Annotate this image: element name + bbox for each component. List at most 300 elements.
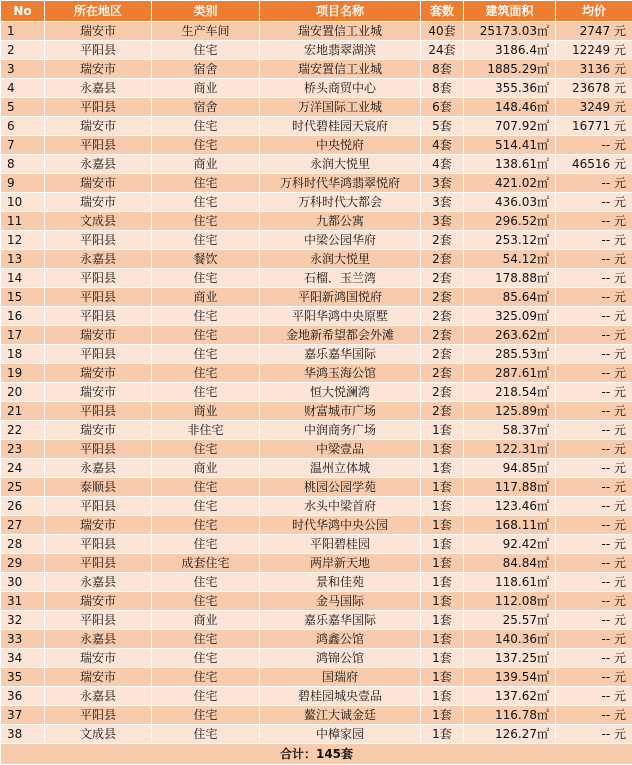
cell-units: 2套 <box>421 288 464 307</box>
cell-project: 万科时代华鸿翡翠悦府 <box>260 174 421 193</box>
cell-project: 金马国际 <box>260 592 421 611</box>
table-row <box>1 41 632 60</box>
cell-no: 6 <box>1 117 45 136</box>
cell-project: 中央悦府 <box>260 136 421 155</box>
cell-area: 126.27㎡ <box>464 725 556 744</box>
cell-project: 嘉乐嘉华国际 <box>260 345 421 364</box>
cell-no: 32 <box>1 611 45 630</box>
cell-project: 景和佳苑 <box>260 573 421 592</box>
table-row <box>1 60 632 79</box>
cell-units: 1套 <box>421 592 464 611</box>
cell-no: 10 <box>1 193 45 212</box>
table-row <box>1 307 632 326</box>
cell-region: 瑞安市 <box>45 649 152 668</box>
cell-no: 27 <box>1 516 45 535</box>
cell-region: 瑞安市 <box>45 421 152 440</box>
cell-area: 707.92㎡ <box>464 117 556 136</box>
cell-category: 商业 <box>152 155 260 174</box>
cell-price: -- 元 <box>556 326 632 345</box>
cell-no: 4 <box>1 79 45 98</box>
cell-area: 285.53㎡ <box>464 345 556 364</box>
table-row <box>1 440 632 459</box>
cell-units: 4套 <box>421 155 464 174</box>
cell-region: 永嘉县 <box>45 459 152 478</box>
cell-project: 瑞安置信工业城 <box>260 60 421 79</box>
cell-area: 421.02㎡ <box>464 174 556 193</box>
cell-area: 94.85㎡ <box>464 459 556 478</box>
cell-area: 287.61㎡ <box>464 364 556 383</box>
cell-category: 住宅 <box>152 364 260 383</box>
table-row <box>1 79 632 98</box>
cell-price: -- 元 <box>556 630 632 649</box>
cell-no: 29 <box>1 554 45 573</box>
cell-category: 住宅 <box>152 383 260 402</box>
header-project: 项目名称 <box>260 1 421 22</box>
cell-project: 两岸新天地 <box>260 554 421 573</box>
cell-region: 永嘉县 <box>45 573 152 592</box>
cell-project: 平阳新鸿国悦府 <box>260 288 421 307</box>
cell-no: 9 <box>1 174 45 193</box>
cell-category: 非住宅 <box>152 421 260 440</box>
cell-category: 住宅 <box>152 117 260 136</box>
cell-project: 石榴．玉兰湾 <box>260 269 421 288</box>
cell-category: 住宅 <box>152 535 260 554</box>
cell-units: 2套 <box>421 250 464 269</box>
table-row <box>1 535 632 554</box>
cell-project: 国瑞府 <box>260 668 421 687</box>
table-row <box>1 155 632 174</box>
cell-project: 鳌江大诚金廷 <box>260 706 421 725</box>
cell-price: -- 元 <box>556 364 632 383</box>
cell-price: -- 元 <box>556 307 632 326</box>
table-row <box>1 250 632 269</box>
cell-price: -- 元 <box>556 573 632 592</box>
cell-price: -- 元 <box>556 193 632 212</box>
cell-no: 36 <box>1 687 45 706</box>
cell-project: 嘉乐嘉华国际 <box>260 611 421 630</box>
table-row <box>1 98 632 117</box>
cell-units: 4套 <box>421 136 464 155</box>
cell-category: 住宅 <box>152 478 260 497</box>
cell-area: 84.84㎡ <box>464 554 556 573</box>
cell-area: 118.61㎡ <box>464 573 556 592</box>
cell-region: 泰顺县 <box>45 478 152 497</box>
cell-units: 1套 <box>421 459 464 478</box>
cell-units: 6套 <box>421 98 464 117</box>
cell-category: 住宅 <box>152 345 260 364</box>
cell-units: 1套 <box>421 668 464 687</box>
cell-no: 22 <box>1 421 45 440</box>
cell-region: 瑞安市 <box>45 117 152 136</box>
cell-category: 住宅 <box>152 440 260 459</box>
cell-area: 168.11㎡ <box>464 516 556 535</box>
total-row <box>1 744 632 765</box>
table-row <box>1 706 632 725</box>
cell-category: 住宅 <box>152 706 260 725</box>
cell-project: 鸿锦公馆 <box>260 649 421 668</box>
table-row <box>1 725 632 744</box>
cell-units: 40套 <box>421 22 464 41</box>
cell-area: 122.31㎡ <box>464 440 556 459</box>
cell-project: 中樟家园 <box>260 725 421 744</box>
table-row <box>1 687 632 706</box>
cell-area: 148.46㎡ <box>464 98 556 117</box>
cell-area: 85.64㎡ <box>464 288 556 307</box>
cell-category: 宿舍 <box>152 98 260 117</box>
cell-project: 永润大悦里 <box>260 155 421 174</box>
cell-no: 7 <box>1 136 45 155</box>
cell-region: 平阳县 <box>45 345 152 364</box>
cell-area: 25173.03㎡ <box>464 22 556 41</box>
cell-category: 宿舍 <box>152 60 260 79</box>
cell-project: 碧桂园城央壹品 <box>260 687 421 706</box>
table-row <box>1 630 632 649</box>
cell-no: 20 <box>1 383 45 402</box>
cell-units: 2套 <box>421 307 464 326</box>
cell-price: -- 元 <box>556 535 632 554</box>
cell-price: -- 元 <box>556 288 632 307</box>
cell-price: -- 元 <box>556 592 632 611</box>
table-row <box>1 383 632 402</box>
cell-units: 1套 <box>421 573 464 592</box>
cell-units: 8套 <box>421 79 464 98</box>
cell-project: 鸿鑫公馆 <box>260 630 421 649</box>
table-row <box>1 402 632 421</box>
cell-price: -- 元 <box>556 440 632 459</box>
cell-price: -- 元 <box>556 478 632 497</box>
cell-no: 38 <box>1 725 45 744</box>
cell-area: 54.12㎡ <box>464 250 556 269</box>
cell-no: 34 <box>1 649 45 668</box>
cell-region: 平阳县 <box>45 269 152 288</box>
cell-no: 15 <box>1 288 45 307</box>
cell-no: 26 <box>1 497 45 516</box>
cell-units: 2套 <box>421 345 464 364</box>
cell-project: 温州立体城 <box>260 459 421 478</box>
cell-category: 住宅 <box>152 193 260 212</box>
cell-region: 瑞安市 <box>45 22 152 41</box>
cell-units: 24套 <box>421 41 464 60</box>
cell-category: 住宅 <box>152 516 260 535</box>
cell-price: -- 元 <box>556 212 632 231</box>
cell-category: 住宅 <box>152 725 260 744</box>
cell-units: 8套 <box>421 60 464 79</box>
table-row <box>1 117 632 136</box>
cell-category: 商业 <box>152 402 260 421</box>
cell-region: 平阳县 <box>45 554 152 573</box>
cell-category: 住宅 <box>152 630 260 649</box>
cell-price: 2747 元 <box>556 22 632 41</box>
cell-region: 永嘉县 <box>45 79 152 98</box>
cell-area: 218.54㎡ <box>464 383 556 402</box>
cell-project: 平阳华鸿中央原墅 <box>260 307 421 326</box>
cell-no: 24 <box>1 459 45 478</box>
cell-project: 九都公寓 <box>260 212 421 231</box>
cell-no: 14 <box>1 269 45 288</box>
header-price: 均价 <box>556 1 632 22</box>
table-row <box>1 649 632 668</box>
cell-region: 平阳县 <box>45 497 152 516</box>
cell-price: -- 元 <box>556 231 632 250</box>
cell-no: 5 <box>1 98 45 117</box>
header-row <box>1 1 632 22</box>
cell-category: 住宅 <box>152 497 260 516</box>
cell-units: 3套 <box>421 193 464 212</box>
cell-category: 住宅 <box>152 326 260 345</box>
cell-area: 116.78㎡ <box>464 706 556 725</box>
cell-area: 112.08㎡ <box>464 592 556 611</box>
cell-area: 436.03㎡ <box>464 193 556 212</box>
cell-price: -- 元 <box>556 459 632 478</box>
cell-region: 瑞安市 <box>45 592 152 611</box>
cell-price: -- 元 <box>556 497 632 516</box>
cell-units: 1套 <box>421 497 464 516</box>
cell-area: 1885.29㎡ <box>464 60 556 79</box>
cell-region: 瑞安市 <box>45 326 152 345</box>
cell-project: 水头中梁首府 <box>260 497 421 516</box>
cell-area: 325.09㎡ <box>464 307 556 326</box>
cell-category: 住宅 <box>152 649 260 668</box>
cell-area: 92.42㎡ <box>464 535 556 554</box>
table-row <box>1 611 632 630</box>
cell-units: 1套 <box>421 630 464 649</box>
cell-price: -- 元 <box>556 174 632 193</box>
cell-region: 瑞安市 <box>45 516 152 535</box>
cell-region: 瑞安市 <box>45 383 152 402</box>
cell-category: 住宅 <box>152 592 260 611</box>
cell-region: 平阳县 <box>45 41 152 60</box>
cell-category: 生产车间 <box>152 22 260 41</box>
cell-no: 16 <box>1 307 45 326</box>
cell-project: 桥头商贸中心 <box>260 79 421 98</box>
cell-project: 中梁公园华府 <box>260 231 421 250</box>
cell-price: -- 元 <box>556 250 632 269</box>
cell-category: 商业 <box>152 79 260 98</box>
cell-project: 瑞安置信工业城 <box>260 22 421 41</box>
cell-category: 住宅 <box>152 231 260 250</box>
cell-price: -- 元 <box>556 611 632 630</box>
table-row <box>1 288 632 307</box>
cell-area: 355.36㎡ <box>464 79 556 98</box>
cell-price: -- 元 <box>556 421 632 440</box>
cell-region: 平阳县 <box>45 307 152 326</box>
cell-price: -- 元 <box>556 136 632 155</box>
total-cell: 合计：145套 <box>1 744 632 765</box>
cell-no: 1 <box>1 22 45 41</box>
cell-category: 住宅 <box>152 269 260 288</box>
cell-area: 253.12㎡ <box>464 231 556 250</box>
cell-units: 1套 <box>421 687 464 706</box>
cell-project: 永润大悦里 <box>260 250 421 269</box>
cell-region: 平阳县 <box>45 402 152 421</box>
cell-region: 平阳县 <box>45 706 152 725</box>
table-row <box>1 554 632 573</box>
cell-category: 住宅 <box>152 668 260 687</box>
cell-no: 31 <box>1 592 45 611</box>
cell-units: 1套 <box>421 706 464 725</box>
cell-area: 139.54㎡ <box>464 668 556 687</box>
cell-area: 263.62㎡ <box>464 326 556 345</box>
cell-price: 3136 元 <box>556 60 632 79</box>
cell-category: 成套住宅 <box>152 554 260 573</box>
cell-no: 11 <box>1 212 45 231</box>
table-row <box>1 345 632 364</box>
cell-units: 2套 <box>421 269 464 288</box>
cell-project: 桃园公园学苑 <box>260 478 421 497</box>
cell-units: 2套 <box>421 402 464 421</box>
cell-region: 平阳县 <box>45 611 152 630</box>
cell-category: 商业 <box>152 459 260 478</box>
cell-project: 金地新希望都会外滩 <box>260 326 421 345</box>
cell-units: 1套 <box>421 516 464 535</box>
cell-project: 万科时代大都会 <box>260 193 421 212</box>
cell-price: 23678 元 <box>556 79 632 98</box>
cell-units: 2套 <box>421 326 464 345</box>
cell-area: 25.57㎡ <box>464 611 556 630</box>
cell-project: 时代华鸿中央公园 <box>260 516 421 535</box>
cell-category: 商业 <box>152 611 260 630</box>
cell-units: 1套 <box>421 478 464 497</box>
cell-no: 37 <box>1 706 45 725</box>
cell-region: 文成县 <box>45 725 152 744</box>
cell-units: 1套 <box>421 725 464 744</box>
cell-no: 13 <box>1 250 45 269</box>
cell-units: 2套 <box>421 364 464 383</box>
cell-no: 35 <box>1 668 45 687</box>
cell-units: 1套 <box>421 535 464 554</box>
cell-category: 住宅 <box>152 573 260 592</box>
cell-category: 住宅 <box>152 212 260 231</box>
cell-no: 21 <box>1 402 45 421</box>
cell-project: 恒大悦澜湾 <box>260 383 421 402</box>
cell-price: 3249 元 <box>556 98 632 117</box>
table-row <box>1 326 632 345</box>
table-row <box>1 497 632 516</box>
cell-region: 平阳县 <box>45 535 152 554</box>
cell-category: 住宅 <box>152 136 260 155</box>
cell-project: 华鸿玉海公馆 <box>260 364 421 383</box>
cell-region: 瑞安市 <box>45 193 152 212</box>
cell-category: 住宅 <box>152 41 260 60</box>
cell-project: 宏地翡翠湖滨 <box>260 41 421 60</box>
table-row <box>1 364 632 383</box>
cell-region: 永嘉县 <box>45 155 152 174</box>
table-row <box>1 231 632 250</box>
cell-price: -- 元 <box>556 687 632 706</box>
cell-project: 万洋国际工业城 <box>260 98 421 117</box>
cell-units: 1套 <box>421 421 464 440</box>
cell-price: -- 元 <box>556 649 632 668</box>
table-row <box>1 516 632 535</box>
cell-no: 12 <box>1 231 45 250</box>
cell-area: 123.46㎡ <box>464 497 556 516</box>
header-area: 建筑面积 <box>464 1 556 22</box>
cell-region: 平阳县 <box>45 231 152 250</box>
cell-area: 514.41㎡ <box>464 136 556 155</box>
cell-area: 137.62㎡ <box>464 687 556 706</box>
cell-price: -- 元 <box>556 706 632 725</box>
table-row <box>1 212 632 231</box>
cell-units: 1套 <box>421 611 464 630</box>
table-row <box>1 573 632 592</box>
cell-price: -- 元 <box>556 383 632 402</box>
cell-no: 8 <box>1 155 45 174</box>
cell-units: 1套 <box>421 649 464 668</box>
cell-area: 125.89㎡ <box>464 402 556 421</box>
cell-no: 25 <box>1 478 45 497</box>
cell-price: 16771 元 <box>556 117 632 136</box>
cell-area: 3186.4㎡ <box>464 41 556 60</box>
cell-region: 瑞安市 <box>45 668 152 687</box>
header-units: 套数 <box>421 1 464 22</box>
cell-region: 永嘉县 <box>45 250 152 269</box>
table-row <box>1 421 632 440</box>
cell-region: 永嘉县 <box>45 687 152 706</box>
cell-price: -- 元 <box>556 269 632 288</box>
table-row <box>1 193 632 212</box>
cell-category: 住宅 <box>152 174 260 193</box>
cell-region: 永嘉县 <box>45 630 152 649</box>
table-row <box>1 459 632 478</box>
cell-project: 中梁壹品 <box>260 440 421 459</box>
cell-category: 住宅 <box>152 687 260 706</box>
cell-no: 2 <box>1 41 45 60</box>
cell-no: 17 <box>1 326 45 345</box>
cell-project: 时代碧桂园天宸府 <box>260 117 421 136</box>
cell-price: -- 元 <box>556 668 632 687</box>
cell-area: 137.25㎡ <box>464 649 556 668</box>
cell-area: 140.36㎡ <box>464 630 556 649</box>
table-row <box>1 592 632 611</box>
cell-price: -- 元 <box>556 402 632 421</box>
cell-category: 餐饮 <box>152 250 260 269</box>
cell-region: 平阳县 <box>45 136 152 155</box>
cell-price: -- 元 <box>556 516 632 535</box>
cell-region: 平阳县 <box>45 288 152 307</box>
cell-project: 中润商务广场 <box>260 421 421 440</box>
table-body <box>1 22 632 744</box>
cell-no: 18 <box>1 345 45 364</box>
header-region: 所在地区 <box>45 1 152 22</box>
table-row <box>1 22 632 41</box>
cell-price: -- 元 <box>556 345 632 364</box>
cell-units: 2套 <box>421 383 464 402</box>
cell-region: 平阳县 <box>45 98 152 117</box>
cell-area: 117.88㎡ <box>464 478 556 497</box>
cell-price: 46516 元 <box>556 155 632 174</box>
cell-project: 财富城市广场 <box>260 402 421 421</box>
cell-units: 2套 <box>421 231 464 250</box>
cell-no: 23 <box>1 440 45 459</box>
cell-units: 5套 <box>421 117 464 136</box>
table-row <box>1 269 632 288</box>
cell-area: 58.37㎡ <box>464 421 556 440</box>
cell-units: 3套 <box>421 212 464 231</box>
cell-area: 296.52㎡ <box>464 212 556 231</box>
cell-region: 文成县 <box>45 212 152 231</box>
cell-region: 平阳县 <box>45 440 152 459</box>
cell-units: 3套 <box>421 174 464 193</box>
table-row <box>1 174 632 193</box>
header-no: No <box>1 1 45 22</box>
header-category: 类别 <box>152 1 260 22</box>
cell-region: 瑞安市 <box>45 60 152 79</box>
cell-price: 12249 元 <box>556 41 632 60</box>
table-row <box>1 136 632 155</box>
cell-no: 33 <box>1 630 45 649</box>
cell-units: 1套 <box>421 554 464 573</box>
cell-no: 19 <box>1 364 45 383</box>
